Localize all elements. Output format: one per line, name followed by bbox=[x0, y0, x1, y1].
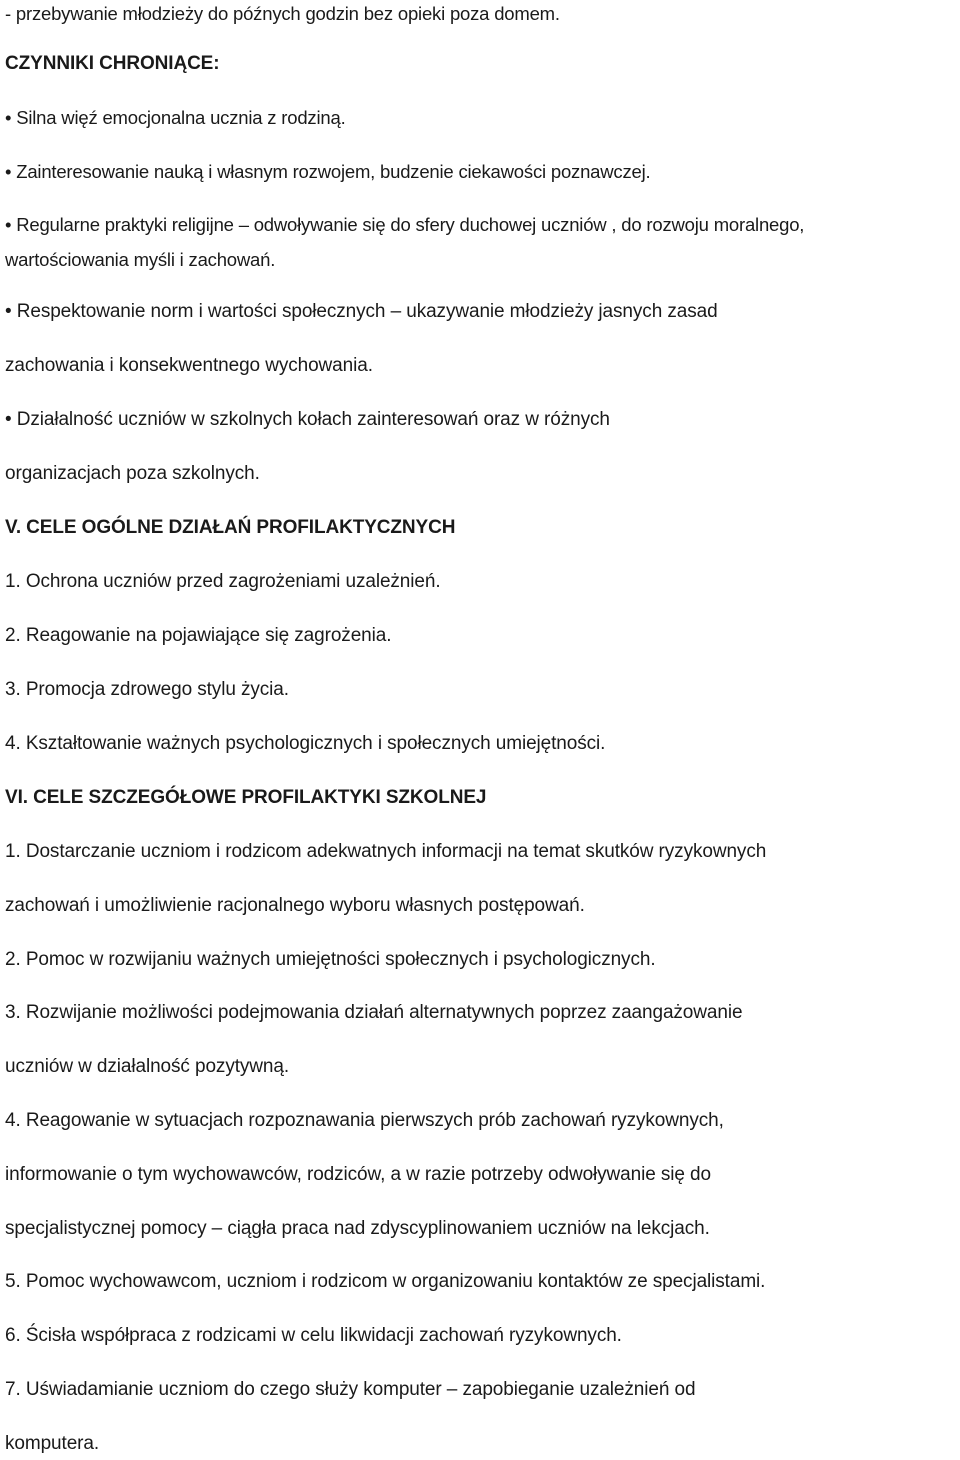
list-item: 1. Dostarczanie uczniom i rodzicom adekwatnych informacji na temat skutków ryzykownych bbox=[5, 841, 767, 862]
bullet-item: • Silna więź emocjonalna ucznia z rodziną. bbox=[5, 107, 346, 128]
list-item: 3. Rozwijanie możliwości podejmowania działań alternatywnych poprzez zaangażowanie bbox=[5, 1002, 743, 1023]
list-item: 1. Ochrona uczniów przed zagrożeniami uzależnień. bbox=[5, 571, 441, 592]
list-item: 3. Promocja zdrowego stylu życia. bbox=[5, 679, 289, 700]
text-line: uczniów w działalność pozytywną. bbox=[5, 1056, 290, 1077]
text-line: zachowania i konsekwentnego wychowania. bbox=[5, 355, 373, 376]
text-line: zachowań i umożliwienie racjonalnego wyboru własnych postępowań. bbox=[5, 895, 585, 916]
text-line: wartościowania myśli i zachowań. bbox=[5, 249, 276, 270]
bullet-item: • Regularne praktyki religijne – odwoływanie się do sfery duchowej uczniów , do rozwoju moralnego, bbox=[5, 214, 805, 235]
bullet-item: • Działalność uczniów w szkolnych kołach zainteresowań oraz w różnych bbox=[5, 409, 610, 430]
bullet-item: • Respektowanie norm i wartości społecznych – ukazywanie młodzieży jasnych zasad bbox=[5, 301, 718, 322]
text-line: specjalistycznej pomocy – ciągła praca nad zdyscyplinowaniem uczniów na lekcjach. bbox=[5, 1218, 710, 1239]
section-heading: VI. CELE SZCZEGÓŁOWE PROFILAKTYKI SZKOLNEJ bbox=[5, 787, 487, 808]
list-item: 4. Reagowanie w sytuacjach rozpoznawania pierwszych prób zachowań ryzykownych, bbox=[5, 1110, 724, 1131]
text-line: komputera. bbox=[5, 1433, 100, 1454]
text-line: organizacjach poza szkolnych. bbox=[5, 463, 260, 484]
list-item: 2. Pomoc w rozwijaniu ważnych umiejętności społecznych i psychologicznych. bbox=[5, 949, 656, 970]
list-item: 6. Ścisła współpraca z rodzicami w celu likwidacji zachowań ryzykownych. bbox=[5, 1325, 622, 1346]
text-line: - przebywanie młodzieży do późnych godzin bez opieki poza domem. bbox=[5, 3, 560, 24]
list-item: 2. Reagowanie na pojawiające się zagrożenia. bbox=[5, 625, 392, 646]
section-heading: V. CELE OGÓLNE DZIAŁAŃ PROFILAKTYCZNYCH bbox=[5, 517, 456, 538]
list-item: 7. Uświadamianie uczniom do czego służy komputer – zapobieganie uzależnień od bbox=[5, 1379, 696, 1400]
text-line: informowanie o tym wychowawców, rodziców, a w razie potrzeby odwoływanie się do bbox=[5, 1164, 711, 1185]
list-item: 5. Pomoc wychowawcom, uczniom i rodzicom w organizowaniu kontaktów ze specjalistami. bbox=[5, 1271, 766, 1292]
bullet-item: • Zainteresowanie nauką i własnym rozwojem, budzenie ciekawości poznawczej. bbox=[5, 161, 651, 182]
section-heading: CZYNNIKI CHRONIĄCE: bbox=[5, 53, 220, 74]
list-item: 4. Kształtowanie ważnych psychologicznych i społecznych umiejętności. bbox=[5, 733, 606, 754]
